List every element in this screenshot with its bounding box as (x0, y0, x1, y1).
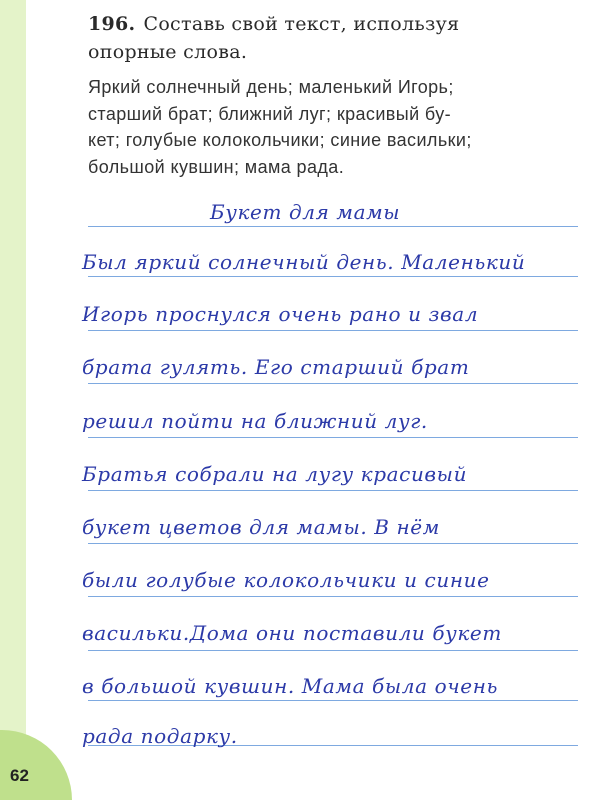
handwritten-title: Букет для мамы (210, 200, 401, 224)
support-line: Яркий солнечный день; маленький Игорь; (88, 77, 454, 97)
ruled-line (88, 490, 578, 491)
task-text-line-2: опорные слова. (88, 41, 248, 63)
handwritten-line: рада подарку. (82, 724, 238, 748)
handwritten-line: Игорь проснулся очень рано и звал (82, 302, 479, 326)
ruled-line (88, 700, 578, 701)
handwritten-line: васильки.Дома они поставили букет (82, 621, 502, 645)
support-line: старший брат; ближний луг; красивый бу- (88, 103, 452, 124)
ruled-line (88, 330, 578, 331)
ruled-line (88, 650, 578, 651)
handwritten-line: Был яркий солнечный день. Маленький (82, 250, 526, 274)
ruled-line (88, 276, 578, 277)
task-text-line-1: Составь свой текст, используя (143, 13, 460, 35)
ruled-line (88, 437, 578, 438)
support-line: большой кувшин; мама рада. (88, 156, 345, 177)
handwritten-line: были голубые колокольчики и синие (82, 568, 490, 592)
handwritten-line: решил пойти на ближний луг. (82, 409, 428, 433)
handwritten-line: брата гулять. Его старший брат (82, 355, 470, 379)
page-number: 62 (10, 766, 29, 785)
support-line: кет; голубые колокольчики; синие васильки; (88, 130, 472, 150)
left-margin-strip (0, 0, 26, 800)
task-instruction (88, 10, 578, 66)
task-number: 196. (88, 13, 136, 35)
handwritten-line: в большой кувшин. Мама была очень (82, 674, 498, 698)
handwritten-line: Братья собрали на лугу красивый (82, 462, 468, 486)
support-words (88, 74, 580, 180)
ruled-line (88, 543, 578, 544)
ruled-line (88, 226, 578, 227)
ruled-line (88, 383, 578, 384)
handwritten-line: букет цветов для мамы. В нём (82, 515, 440, 539)
ruled-line (88, 596, 578, 597)
page-number-tab (0, 730, 72, 800)
